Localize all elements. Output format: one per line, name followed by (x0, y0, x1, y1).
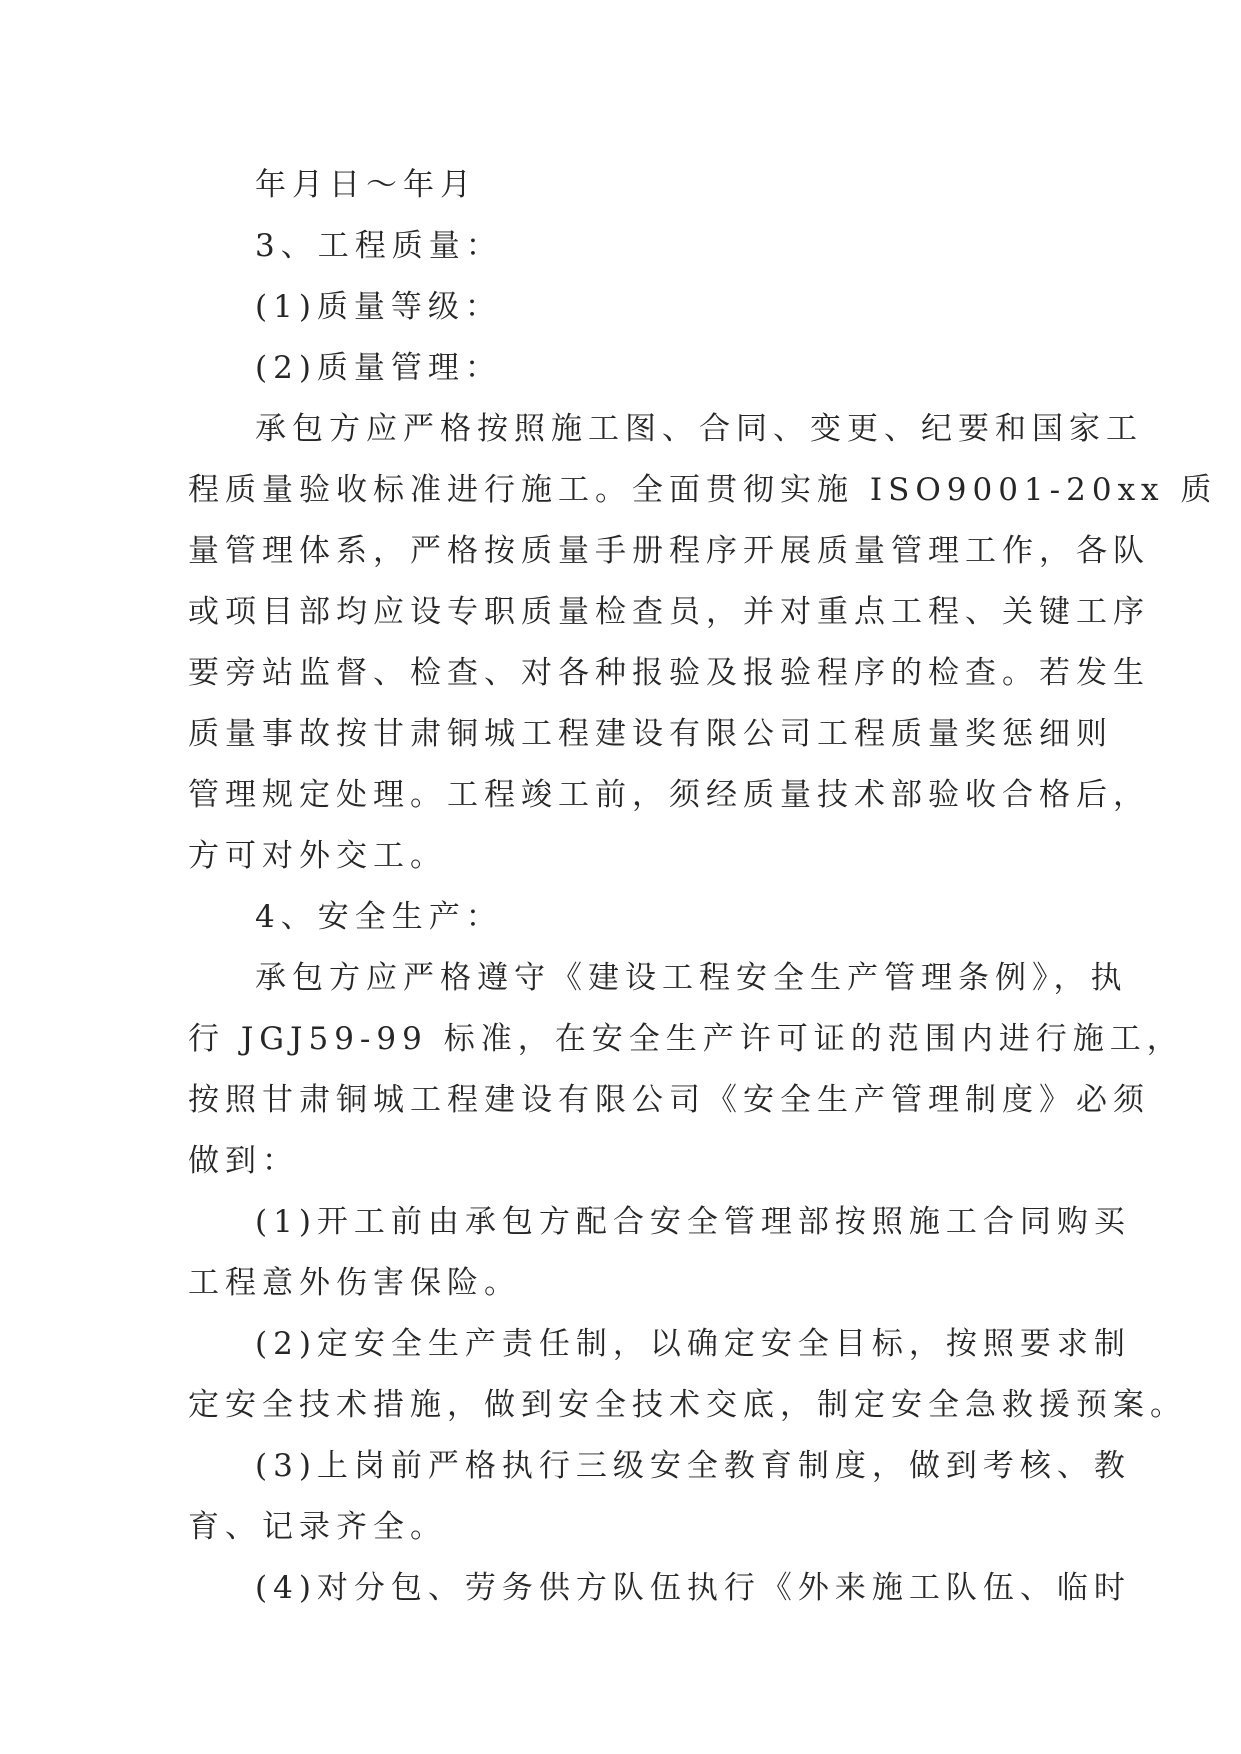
paragraph-line: 行 JGJ59-99 标准，在安全生产许可证的范围内进行施工， (188, 1021, 1184, 1057)
paragraph-line: 管理规定处理。工程竣工前，须经质量技术部验收合格后， (188, 777, 1150, 813)
paragraph-line: 工程意外伤害保险。 (188, 1265, 521, 1301)
paragraph-line: 定安全技术措施，做到安全技术交底，制定安全急救援预案。 (188, 1387, 1187, 1423)
paragraph-line: 质量事故按甘肃铜城工程建设有限公司工程质量奖惩细则 (188, 716, 1113, 752)
paragraph-line: 要旁站监督、检查、对各种报验及报验程序的检查。若发生 (188, 655, 1150, 691)
quality-management-item: (2)质量管理： (255, 350, 502, 386)
paragraph-line: 承包方应严格按照施工图、合同、变更、纪要和国家工 (255, 411, 1143, 447)
paragraph-line: 做到： (188, 1143, 299, 1179)
paragraph-line: 程质量验收标准进行施工。全面贯彻实施 ISO9001-20xx 质 (188, 472, 1218, 508)
paragraph-line: 承包方应严格遵守《建设工程安全生产管理条例》，执 (255, 960, 1128, 996)
paragraph-line: 或项目部均应设专职质量检查员，并对重点工程、关键工序 (188, 594, 1150, 630)
safety-item-1: (1)开工前由承包方配合安全管理部按照施工合同购买 (255, 1204, 1131, 1240)
paragraph-line: 按照甘肃铜城工程建设有限公司《安全生产管理制度》必须 (188, 1082, 1150, 1118)
paragraph-line: 量管理体系，严格按质量手册程序开展质量管理工作，各队 (188, 533, 1150, 569)
paragraph-line: 育、记录齐全。 (188, 1509, 447, 1545)
quality-grade-item: (1)质量等级： (255, 289, 502, 325)
safety-item-3: (3)上岗前严格执行三级安全教育制度，做到考核、教 (255, 1448, 1131, 1484)
section-heading-safety: 4、安全生产： (255, 899, 503, 935)
paragraph-line: 方可对外交工。 (188, 838, 447, 874)
document-body (188, 155, 1218, 1619)
safety-item-2: (2)定安全生产责任制，以确定安全目标，按照要求制 (255, 1326, 1131, 1362)
section-heading-quality: 3、工程质量： (255, 228, 503, 264)
safety-item-4: (4)对分包、劳务供方队伍执行《外来施工队伍、临时 (255, 1570, 1131, 1606)
date-range-line: 年月日～年月 (255, 167, 477, 203)
